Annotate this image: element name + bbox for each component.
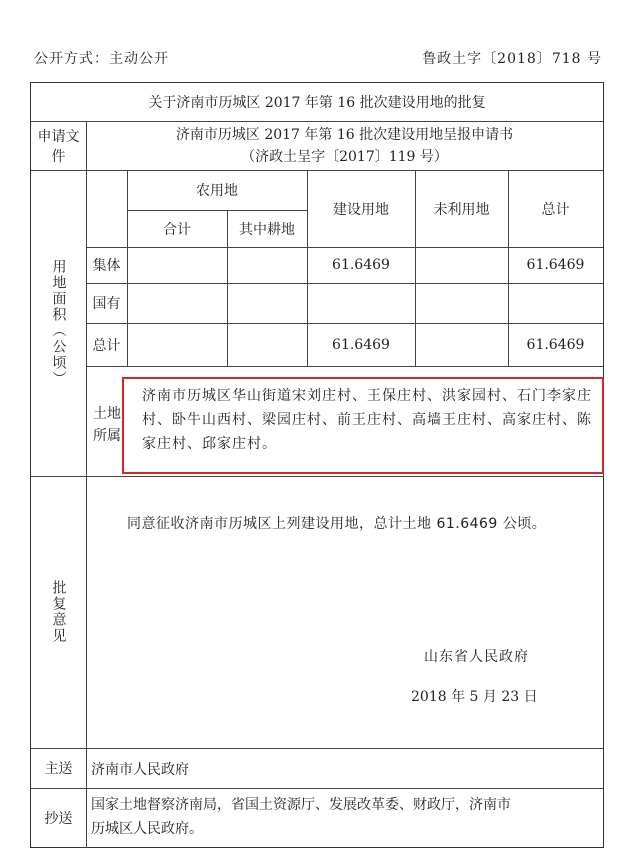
disclosure-method: 公开方式：主动公开 [34,51,169,67]
header-agri-farmland: 其中耕地 [239,221,295,238]
state-agri-total [127,283,227,323]
collective-agri-total [127,247,227,283]
state-unused [415,283,508,323]
approval-date: 2018 年 5 月 23 日 [411,689,538,705]
collective-construction: 61.6469 [332,257,390,273]
document-title: 关于济南市历城区 2017 年第 16 批次建设用地的批复 [148,95,486,111]
cc-label: 抄送 [44,811,73,827]
total-agri-total [127,323,227,366]
collective-unused [415,247,508,283]
approval-text: 同意征收济南市历城区上列建设用地，总计土地 61.6469 公顷。 [127,516,547,532]
header-construction: 建设用地 [333,201,389,218]
send-to-value: 济南市人民政府 [91,762,189,778]
application-label: 申请文件 [37,128,80,165]
approval-label: 批复意见 [50,580,67,644]
approval-issuer: 山东省人民政府 [424,649,529,665]
total-total: 61.6469 [526,336,585,353]
state-total [508,283,603,323]
header-agri-total: 合计 [163,221,191,238]
collective-agri-farm [227,247,307,283]
total-agri-farm [227,323,307,366]
send-to-label: 主送 [44,761,73,777]
collective-total: 61.6469 [526,257,585,273]
cc-line1: 国家土地督察济南局，省国土资源厅、发展改革委、财政厅，济南市 [91,797,511,813]
cc-line2: 历城区人民政府。 [91,821,203,837]
application-line1: 济南市历城区 2017 年第 16 批次建设用地呈报申请书 [175,127,514,143]
location-villages: 济南市历城区华山街道宋刘庄村、王保庄村、洪家园村、石门李家庄村、卧牛山西村、梁园庄村、前王庄村、高墙王庄村、高家庄村、陈家庄村、邱家庄村。 [142,388,592,452]
header-total: 总计 [541,201,570,218]
header-agri: 农用地 [196,183,238,199]
document-number: 鲁政土字〔2018〕718 号 [422,51,602,67]
row-label-collective: 集体 [92,258,121,274]
state-construction [307,283,415,323]
state-agri-farm [227,283,307,323]
application-line2: （济政土呈字〔2017〕119 号） [241,149,448,165]
total-unused [415,323,508,366]
row-label-state: 国有 [92,296,121,312]
total-construction: 61.6469 [332,336,390,353]
row-label-total: 总计 [92,337,121,354]
location-label: 土地所属 [93,406,121,444]
land-area-label: 用地面积（公顷） [50,259,67,387]
header-unused: 未利用地 [433,201,490,218]
